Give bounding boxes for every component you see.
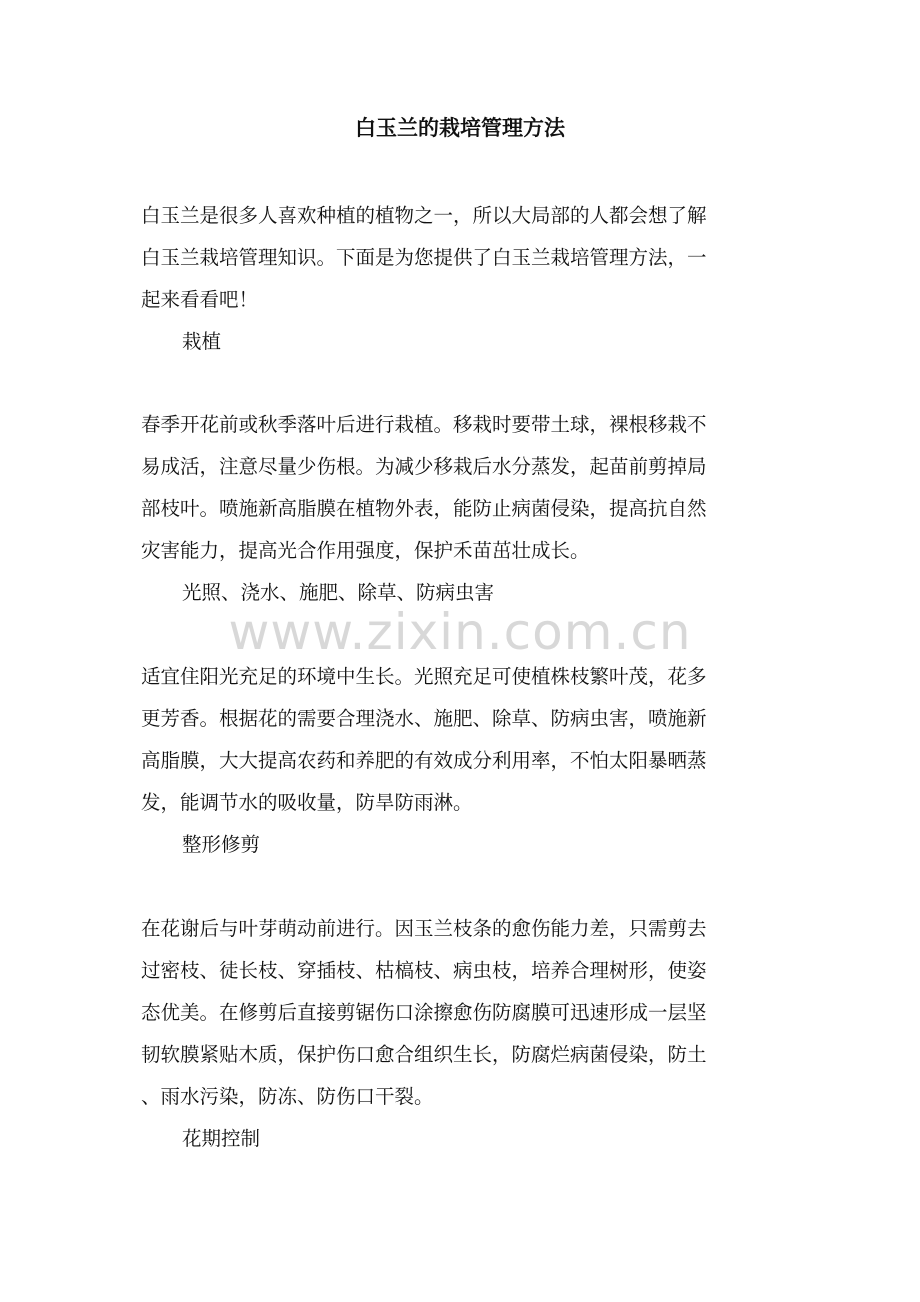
care-line-4: 发，能调节水的吸收量，防旱防雨淋。 (141, 791, 473, 814)
planting-line-4: 灾害能力，提高光合作用强度，保护禾苗茁壮成长。 (141, 539, 590, 562)
care-line-1: 适宜住阳光充足的环境中生长。光照充足可使植株枝繁叶茂，花多 (141, 665, 707, 688)
section-paragraph-care (141, 656, 781, 824)
section-heading-care: 光照、浇水、施肥、除草、防病虫害 (182, 581, 495, 604)
pruning-line-3: 态优美。在修剪后直接剪锯伤口涂擦愈伤防腐膜可迅速形成一层坚 (141, 1001, 707, 1024)
pruning-line-4: 韧软膜紧贴木质，保护伤口愈合组织生长，防腐烂病菌侵染，防土 (141, 1043, 707, 1066)
section-paragraph-planting (141, 404, 781, 572)
watermark: www.zixin.com.cn (228, 603, 692, 661)
intro-line-2: 白玉兰栽培管理知识。下面是为您提供了白玉兰栽培管理方法，一 (141, 246, 707, 269)
intro-paragraph (141, 195, 781, 321)
intro-line-1: 白玉兰是很多人喜欢种植的植物之一，所以大局部的人都会想了解 (141, 204, 707, 227)
document-title: 白玉兰的栽培管理方法 (355, 115, 565, 140)
planting-line-3: 部枝叶。喷施新高脂膜在植物外表，能防止病菌侵染，提高抗自然 (141, 497, 707, 520)
care-line-3: 高脂膜，大大提高农药和养肥的有效成分利用率，不怕太阳暴晒蒸 (141, 749, 707, 772)
care-line-2: 更芳香。根据花的需要合理浇水、施肥、除草、防病虫害，喷施新 (141, 707, 707, 730)
section-heading-flowering: 花期控制 (182, 1127, 261, 1150)
planting-line-2: 易成活，注意尽量少伤根。为减少移栽后水分蒸发，起苗前剪掉局 (141, 455, 707, 478)
section-heading-pruning: 整形修剪 (182, 833, 261, 856)
section-heading-planting: 栽植 (182, 330, 222, 353)
intro-line-3: 起来看看吧！ (141, 288, 259, 311)
pruning-line-5: 、雨水污染，防冻、防伤口干裂。 (141, 1085, 434, 1108)
section-paragraph-pruning (141, 908, 781, 1118)
pruning-line-1: 在花谢后与叶芽萌动前进行。因玉兰枝条的愈伤能力差，只需剪去 (141, 917, 707, 940)
planting-line-1: 春季开花前或秋季落叶后进行栽植。移栽时要带土球，裸根移栽不 (141, 413, 707, 436)
pruning-line-2: 过密枝、徒长枝、穿插枝、枯槁枝、病虫枝，培养合理树形，使姿 (141, 959, 707, 982)
